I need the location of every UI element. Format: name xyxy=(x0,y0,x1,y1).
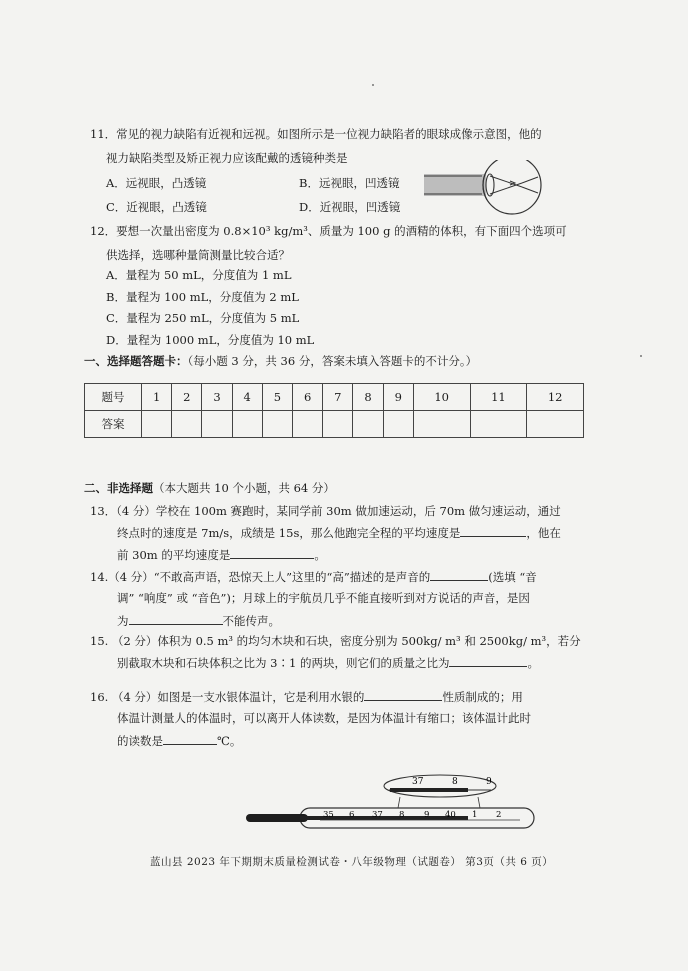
scale-tick-label: 35 xyxy=(323,810,334,820)
q15-line2 xyxy=(117,655,539,670)
q16-line3 xyxy=(117,733,241,748)
q14-line3 xyxy=(117,613,280,628)
scale-tick-label: 40 xyxy=(445,810,456,820)
question-number: 4 xyxy=(232,384,262,411)
eye-diagram xyxy=(424,160,548,216)
q15-blank-mass-ratio[interactable] xyxy=(449,655,527,667)
q14-line1-text: 14.（4 分）“不敢高声语，恐惊天上人”这里的“高”描述的是声音的 xyxy=(90,570,431,584)
scale-tick-label: 6 xyxy=(349,810,355,820)
answer-cell[interactable] xyxy=(353,411,383,438)
answer-cell[interactable] xyxy=(527,411,584,438)
scale-tick-label: 8 xyxy=(399,810,405,820)
answer-cell[interactable] xyxy=(142,411,172,438)
q11-option-d: D．近视眼，凹透镜 xyxy=(299,200,401,214)
q15-line1: 15. （2 分）体积为 0.5 m³ 的均匀木块和石块，密度分别为 500kg/ m³ 和 2500kg/ m³，若分 xyxy=(90,634,581,648)
q13-line3-text: 前 30m 的平均速度是 xyxy=(117,548,231,562)
q16-blank-reading[interactable] xyxy=(163,733,217,745)
zoom-mercury-column xyxy=(390,788,468,792)
q13-blank-first-30m-speed[interactable] xyxy=(230,547,314,559)
q12-option-c: C．量程为 250 mL，分度值为 5 mL xyxy=(106,311,300,325)
scale-tick-label: 37 xyxy=(372,810,383,820)
q13-line2-text: 终点时的速度是 7m/s，成绩是 15s，那么他跑完全程的平均速度是 xyxy=(117,526,461,540)
q11-option-a: A．远视眼，凸透镜 xyxy=(106,176,207,190)
q11-line1: 11．常见的视力缺陷有近视和远视。如图所示是一位视力缺陷者的眼球成像示意图，他的 xyxy=(90,127,542,141)
scan-dust xyxy=(640,355,642,357)
answer-cell[interactable] xyxy=(413,411,470,438)
answer-card-table xyxy=(84,383,584,438)
q13-blank-average-speed[interactable] xyxy=(460,525,526,537)
section2-heading xyxy=(84,481,335,495)
question-number-row xyxy=(85,384,584,411)
q16-line1-text: 16. （4 分）如图是一支水银体温计，它是利用水银的 xyxy=(90,690,365,704)
scale-tick-label: 1 xyxy=(472,810,478,820)
question-number: 6 xyxy=(293,384,323,411)
question-number: 8 xyxy=(353,384,383,411)
question-number: 12 xyxy=(527,384,584,411)
q11-line2: 视力缺陷类型及矫正视力应该配戴的透镜种类是 xyxy=(106,151,348,165)
q11-option-b: B．远视眼，凹透镜 xyxy=(299,176,400,190)
q13-line2 xyxy=(117,525,561,540)
question-number: 9 xyxy=(383,384,413,411)
clinical-thermometer-figure xyxy=(240,770,540,832)
q16-line1-tail: 性质制成的；用 xyxy=(442,690,523,704)
answer-cell[interactable] xyxy=(262,411,292,438)
q13-line3-tail: 。 xyxy=(314,548,326,562)
q12-option-a: A．量程为 50 mL，分度值为 1 mL xyxy=(106,268,292,282)
row-label-answer: 答案 xyxy=(85,411,142,438)
answer-card-note: （每小题 3 分，共 36 分，答案未填入答题卡的不计分。） xyxy=(187,354,478,368)
answer-cell[interactable] xyxy=(383,411,413,438)
answer-card-heading xyxy=(84,354,477,368)
answer-cell[interactable] xyxy=(323,411,353,438)
question-number: 11 xyxy=(470,384,527,411)
q14-line3-text: 为 xyxy=(117,614,129,628)
q12-option-d: D．量程为 1000 mL，分度值为 10 mL xyxy=(106,333,315,347)
q16-line3-text: 的读数是 xyxy=(117,734,163,748)
section2-note: （本大题共 10 个小题，共 64 分） xyxy=(153,481,335,495)
question-number: 3 xyxy=(202,384,232,411)
q13-line2-tail: ，他在 xyxy=(526,526,561,540)
q13-line1: 13．（4 分）学校在 100m 赛跑时，某同学前 30m 做加速运动，后 70m 做匀速运动，通过 xyxy=(90,504,561,518)
q16-line2: 体温计测量人的体温时，可以离开人体读数，是因为体温计有缩口；该体温计此时 xyxy=(117,711,531,725)
q12-option-b: B．量程为 100 mL，分度值为 2 mL xyxy=(106,290,299,304)
question-number: 10 xyxy=(413,384,470,411)
page-footer: 蓝山县 2023 年下期期末质量检测试卷・八年级物理（试题卷） 第3页（共 6 页） xyxy=(150,856,554,868)
q14-line1 xyxy=(90,569,537,584)
q16-line3-tail: ℃。 xyxy=(217,734,242,748)
question-number: 2 xyxy=(172,384,202,411)
zoom-view xyxy=(384,775,496,797)
q14-line3-tail: 不能传声。 xyxy=(222,614,280,628)
q15-line2-text: 别截取木块和石块体积之比为 3∶1 的两块，则它们的质量之比为 xyxy=(117,656,450,670)
q13-line3 xyxy=(117,547,326,562)
zoom-tick-label: 9 xyxy=(486,777,492,787)
section2-title: 二、非选择题 xyxy=(84,481,153,495)
question-number: 1 xyxy=(142,384,172,411)
question-number: 5 xyxy=(262,384,292,411)
zoom-tick-label: 8 xyxy=(452,777,458,787)
q14-blank-sound-property[interactable] xyxy=(430,569,488,581)
answer-cell[interactable] xyxy=(470,411,527,438)
answer-cell[interactable] xyxy=(293,411,323,438)
answer-cell[interactable] xyxy=(232,411,262,438)
q15-line2-tail: 。 xyxy=(527,656,539,670)
row-label-number: 题号 xyxy=(85,384,142,411)
zoom-tick-label: 37 xyxy=(412,777,424,787)
q14-line2: 调” “响度” 或 “音色”)；月球上的宇航员几乎不能直接听到对方说话的声音，是因 xyxy=(117,591,530,605)
q14-blank-medium[interactable] xyxy=(129,613,223,625)
eyeball xyxy=(483,160,541,214)
answer-row xyxy=(85,411,584,438)
answer-cell[interactable] xyxy=(172,411,202,438)
q16-blank-property[interactable] xyxy=(364,689,442,701)
mercury-bulb xyxy=(246,814,308,822)
q16-line1 xyxy=(90,689,523,704)
question-number: 7 xyxy=(323,384,353,411)
scan-dust xyxy=(372,84,374,86)
light-beam xyxy=(424,174,486,196)
scale-tick-label: 2 xyxy=(496,810,502,820)
q12-line1: 12．要想一次量出密度为 0.8×10³ kg/m³、质量为 100 g 的酒精的体积，有下面四个选项可 xyxy=(90,224,567,238)
answer-card-title: 一、选择题答题卡： xyxy=(84,354,188,368)
q14-line1-tail: (选填 “音 xyxy=(488,570,537,584)
scale-tick-label: 9 xyxy=(424,810,430,820)
answer-cell[interactable] xyxy=(202,411,232,438)
q12-line2: 供选择，选哪种量筒测量比较合适？ xyxy=(106,248,290,262)
q11-option-c: C．近视眼，凸透镜 xyxy=(106,200,207,214)
